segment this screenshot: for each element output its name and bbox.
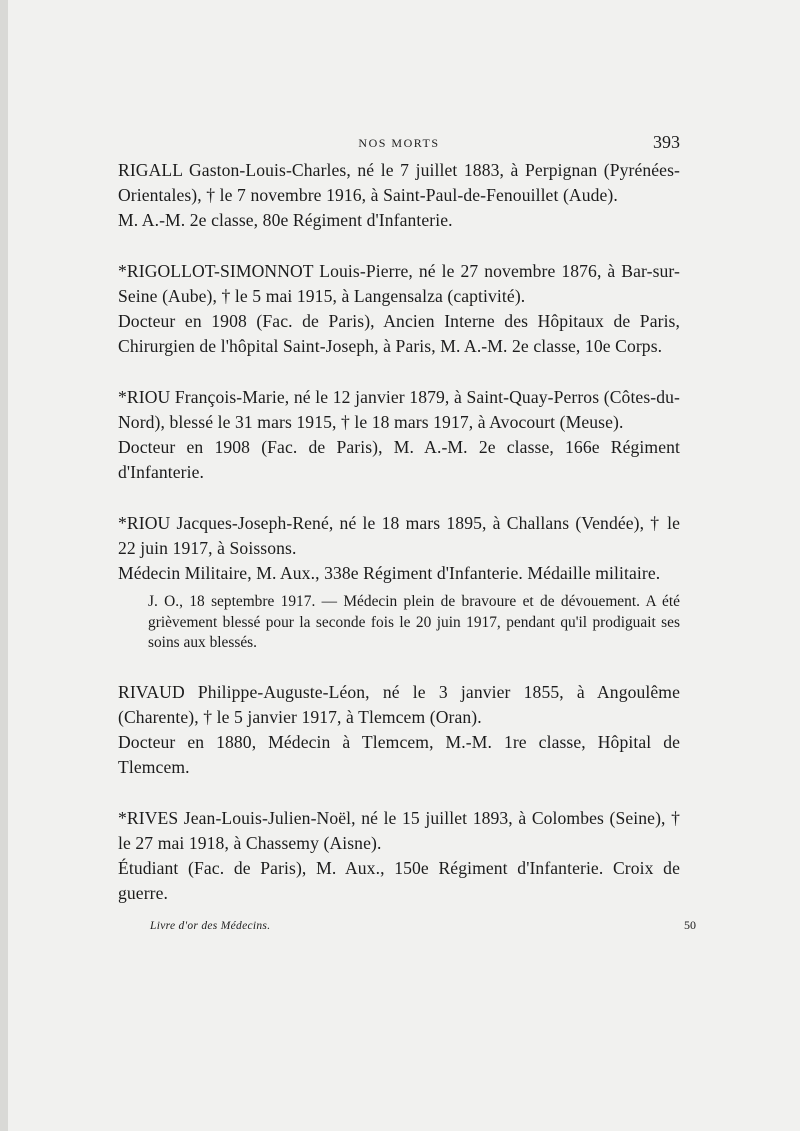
page-number: 393 <box>653 132 680 152</box>
entry-name-line: *RIOU Jacques-Joseph-René, né le 18 mars 1895, à Challans (Vendée), † le 22 juin 1917, à Soissons. <box>118 513 680 558</box>
entry-detail: Médecin Militaire, M. Aux., 338e Régiment d'Infanterie. Médaille militaire. <box>118 563 661 583</box>
entry-riou-francois <box>118 385 680 485</box>
entry-detail: Docteur en 1908 (Fac. de Paris), M. A.-M. 2e classe, 166e Régiment d'Infanterie. <box>118 437 680 482</box>
entry-rigollot-simonnot <box>118 259 680 359</box>
entry-name-line: *RIGOLLOT-SIMONNOT Louis-Pierre, né le 27 novembre 1876, à Bar-sur-Seine (Aube), † le 5 mai 1915, à Langensalza (captivité). <box>118 261 680 306</box>
entry-rigall <box>118 158 680 233</box>
entry-name-line: *RIVES Jean-Louis-Julien-Noël, né le 15 juillet 1893, à Colombes (Seine), † le 27 mai 1918, à Chassemy (Aisne). <box>118 807 680 853</box>
entry-riou-jacques <box>118 511 680 654</box>
entry-rives <box>118 806 680 906</box>
entry-rivaud <box>118 680 680 780</box>
page-footer <box>150 918 696 938</box>
entry-name-line: *RIOU François-Marie, né le 12 janvier 1879, à Saint-Quay-Perros (Côtes-du-Nord), blessé le 31 mars 1915, † le 18 mars 1917, à Avocourt (Meuse). <box>118 387 680 432</box>
entry-detail: Docteur en 1908 (Fac. de Paris), Ancien Interne des Hôpitaux de Paris, Chirurgien de l'hôpital Saint-Joseph, à Paris, M. A.-M. 2e classe, 10e Corps. <box>118 311 680 356</box>
footer-title: Livre d'or des Médecins. <box>150 920 271 932</box>
entry-detail: Étudiant (Fac. de Paris), M. Aux., 150e Régiment d'Infanterie. Croix de guerre. <box>118 857 680 903</box>
citation-quote: J. O., 18 septembre 1917. — Médecin plein de bravoure et de dévouement. A été grièvement blessé pour la seconde fois le 20 juin 1917, pendant qu'il prodiguait ses soins aux blessés. <box>148 593 680 651</box>
signature-mark: 50 <box>684 918 696 932</box>
entry-detail: Docteur en 1880, Médecin à Tlemcem, M.-M. 1re classe, Hôpital de Tlemcem. <box>118 731 680 777</box>
entry-name-line: RIGALL Gaston-Louis-Charles, né le 7 juillet 1883, à Perpignan (Pyrénées-Orientales), † le 7 novembre 1916, à Saint-Paul-de-Fenouillet (Aude). <box>118 160 680 205</box>
page-header <box>118 132 680 156</box>
page-gutter <box>0 0 8 1131</box>
entry-name-line: RIVAUD Philippe-Auguste-Léon, né le 3 janvier 1855, à Angoulême (Charente), † le 5 janvier 1917, à Tlemcem (Oran). <box>118 681 680 727</box>
entry-detail: M. A.-M. 2e classe, 80e Régiment d'Infanterie. <box>118 210 453 230</box>
obituary-list <box>118 158 680 906</box>
running-title: NOS MORTS <box>358 136 440 150</box>
